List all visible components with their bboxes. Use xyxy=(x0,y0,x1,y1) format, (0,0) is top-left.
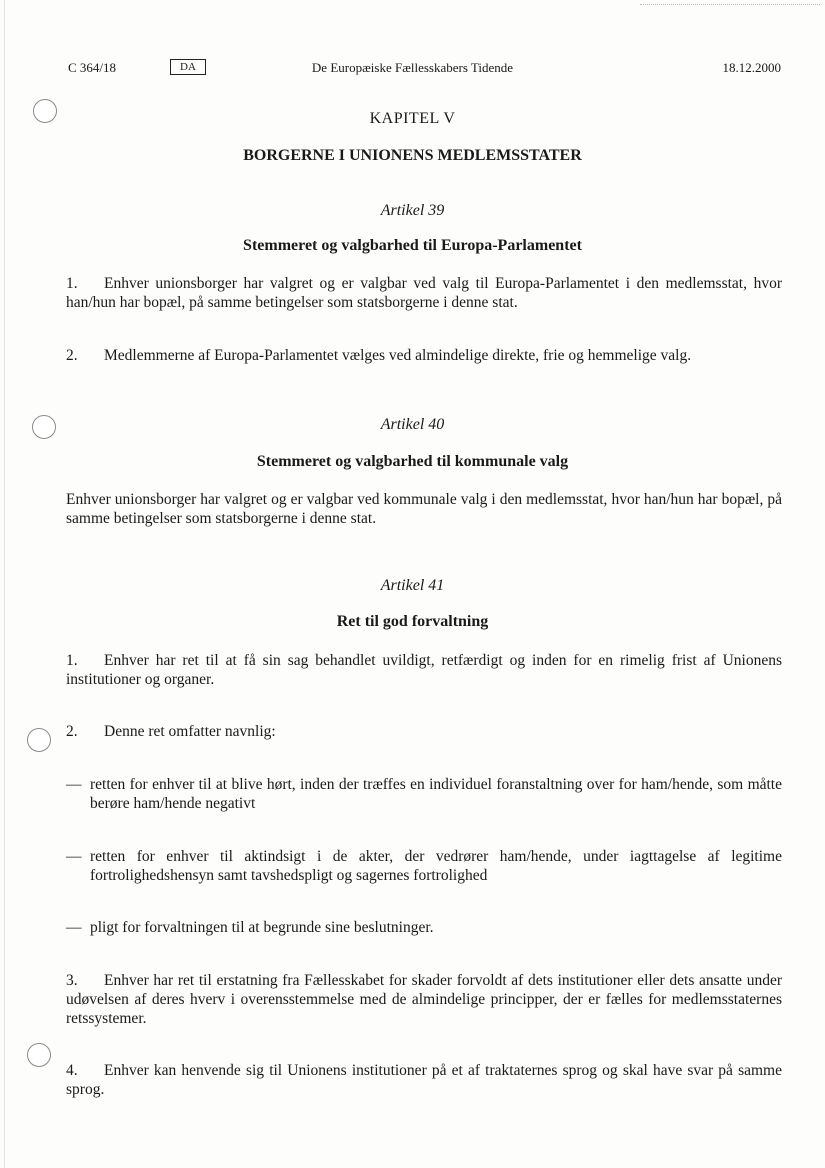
article-39-title: Stemmeret og valgbarhed til Europa-Parlamentet xyxy=(243,237,582,254)
language-badge: DA xyxy=(170,59,206,75)
chapter-title: BORGERNE I UNIONENS MEDLEMSSTATER xyxy=(243,147,582,164)
paragraph-number: 1. xyxy=(66,652,78,669)
paragraph-text: Enhver har ret til at få sin sag behandlet uvildigt, retfærdigt og inden for en rimelig frist af Unionens institutioner og organer. xyxy=(66,652,782,688)
paragraph-number: 2. xyxy=(66,347,78,364)
paragraph-text: Enhver kan henvende sig til Unionens institutioner på et af traktaternes sprog og skal have svar på samme sprog. xyxy=(66,1062,782,1098)
article-39-label: Artikel 39 xyxy=(380,202,445,219)
article-40-label: Artikel 40 xyxy=(380,416,445,433)
article-40-paragraph-1: Enhver unionsborger har valgret og er valgbar ved kommunale valg i den medlemsstat, hvor han/hun har bopæl, på samme betingelser som statsborgerne i denne stat. xyxy=(66,491,782,527)
publication-date: 18.12.2000 xyxy=(722,60,781,75)
list-item xyxy=(66,775,782,813)
dash-bullet: — xyxy=(66,919,82,936)
paragraph-text: Enhver unionsborger har valgret og er valgbar ved valg til Europa-Parlamentet i den medlemsstat, hvor han/hun har bopæl, på samme betingelser som statsborgerne i denne stat. xyxy=(66,275,782,311)
article-41-label: Artikel 41 xyxy=(380,577,445,594)
dash-bullet: — xyxy=(66,776,82,793)
article-41-paragraph-3 xyxy=(66,971,782,1028)
chapter-label: KAPITEL V xyxy=(369,110,456,127)
article-41-paragraph-2 xyxy=(66,722,782,741)
article-41-paragraph-1 xyxy=(66,651,782,689)
journal-reference: C 364/18 xyxy=(68,60,117,75)
scan-edge-line xyxy=(640,4,820,5)
paragraph-text: Denne ret omfatter navnlig: xyxy=(104,723,276,740)
paragraph-number: 3. xyxy=(66,972,78,989)
list-item xyxy=(66,918,782,937)
paragraph-text: Medlemmerne af Europa-Parlamentet vælges ved almindelige direkte, frie og hemmelige valg. xyxy=(104,347,692,364)
article-41-paragraph-4 xyxy=(66,1061,782,1099)
paragraph-number: 4. xyxy=(66,1062,78,1079)
paragraph-number: 2. xyxy=(66,723,78,740)
paragraph-text: Enhver har ret til erstatning fra Fællesskabet for skader forvoldt af dets institutioner eller dets ansatte under udøvelsen af deres hverv i overensstemmelse med de almindelige principper, der er fælles for medlemsstaternes retssystemer. xyxy=(66,972,782,1027)
dash-bullet: — xyxy=(66,848,82,865)
article-39-paragraph-1 xyxy=(66,274,782,312)
article-41-title: Ret til god forvaltning xyxy=(336,613,489,630)
punch-hole-icon xyxy=(27,728,51,752)
list-item-text: pligt for forvaltningen til at begrunde sine beslutninger. xyxy=(90,919,434,936)
list-item-text: retten for enhver til at blive hørt, inden der træffes en individuel foranstaltning over for ham/hende, som måtte berøre ham/hende negativt xyxy=(90,776,782,812)
list-item-text: retten for enhver til aktindsigt i de akter, der vedrører ham/hende, under iagttagelse af legitime fortrolighedshensyn samt tavshedspligt og sagernes fortrolighed xyxy=(90,848,782,884)
article-40-title: Stemmeret og valgbarhed til kommunale valg xyxy=(256,453,569,470)
journal-title: De Europæiske Fællesskabers Tidende xyxy=(311,60,514,75)
punch-hole-icon xyxy=(27,1043,51,1067)
article-39-paragraph-2 xyxy=(66,346,782,365)
paragraph-number: 1. xyxy=(66,275,78,292)
list-item xyxy=(66,847,782,885)
